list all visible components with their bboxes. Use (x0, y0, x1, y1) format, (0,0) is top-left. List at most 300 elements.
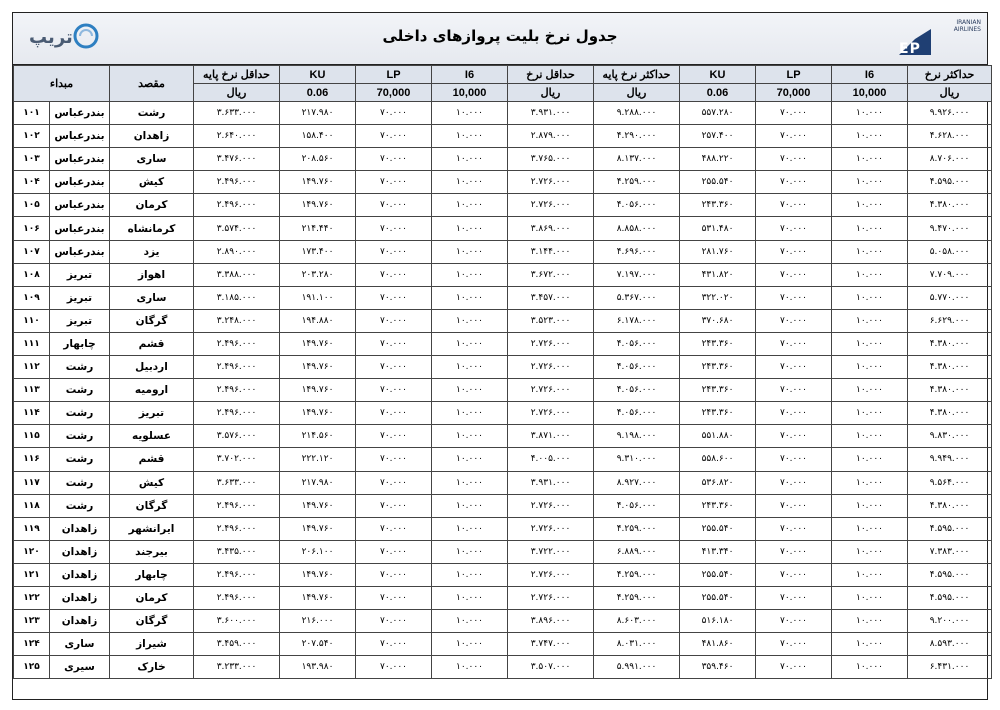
cell-lp: ۷۰.۰۰۰ (356, 517, 432, 540)
cell-min-fare: ۳.۹۳۱.۰۰۰ (508, 471, 594, 494)
cell-i6: ۱۰.۰۰۰ (832, 586, 908, 609)
cell-ku: ۱۴۹.۷۶۰ (280, 517, 356, 540)
cell-ku: ۲۴۳.۳۶۰ (680, 332, 756, 355)
cell-ku: ۲۴۳.۳۶۰ (680, 379, 756, 402)
cell-destination: رشت (110, 102, 194, 125)
cell-max-base: ۴.۰۵۶.۰۰۰ (594, 332, 680, 355)
cell-min-base: ۳.۱۸۵.۰۰۰ (194, 286, 280, 309)
cell-lp: ۷۰.۰۰۰ (756, 586, 832, 609)
cell-ku: ۵۵۸.۶۰۰ (680, 448, 756, 471)
cell-i6: ۱۰.۰۰۰ (432, 656, 508, 679)
cell-max-fare: ۹.۴۷۰.۰۰۰ (908, 217, 992, 240)
cell-lp: ۷۰.۰۰۰ (356, 379, 432, 402)
cell-destination: یزد (110, 240, 194, 263)
cell-max-base: ۹.۱۹۸.۰۰۰ (594, 425, 680, 448)
cell-origin: تبریز (50, 263, 110, 286)
table-row (14, 286, 992, 309)
iranian-airlines-logo (895, 17, 981, 63)
cell-route-code: ۱۲۳ (14, 610, 50, 633)
cell-origin: رشت (50, 425, 110, 448)
cell-origin: رشت (50, 494, 110, 517)
cell-route-code: ۱۲۰ (14, 540, 50, 563)
cell-route-code: ۱۱۲ (14, 356, 50, 379)
cell-ku: ۴۸۸.۲۲۰ (680, 148, 756, 171)
value-ku: 0.06 (680, 84, 756, 102)
cell-i6: ۱۰.۰۰۰ (432, 610, 508, 633)
cell-max-base: ۴.۰۵۶.۰۰۰ (594, 494, 680, 517)
cell-max-base: ۶.۱۷۸.۰۰۰ (594, 309, 680, 332)
cell-ku: ۳۲۲.۰۲۰ (680, 286, 756, 309)
cell-min-base: ۳.۲۴۸.۰۰۰ (194, 309, 280, 332)
cell-route-code: ۱۱۷ (14, 471, 50, 494)
cell-origin: زاهدان (50, 586, 110, 609)
cell-origin: بندرعباس (50, 148, 110, 171)
cell-min-fare: ۲.۷۲۶.۰۰۰ (508, 194, 594, 217)
cell-i6: ۱۰.۰۰۰ (432, 517, 508, 540)
cell-max-fare: ۸.۷۰۶.۰۰۰ (908, 148, 992, 171)
value-lp: 70,000 (356, 84, 432, 102)
cell-min-fare: ۲.۷۲۶.۰۰۰ (508, 171, 594, 194)
cell-ku: ۴۱۳.۳۴۰ (680, 540, 756, 563)
cell-i6: ۱۰.۰۰۰ (832, 540, 908, 563)
cell-lp: ۷۰.۰۰۰ (756, 356, 832, 379)
cell-i6: ۱۰.۰۰۰ (432, 494, 508, 517)
cell-lp: ۷۰.۰۰۰ (756, 102, 832, 125)
col-i6-2: I6 (832, 66, 908, 84)
col-lp-1: LP (356, 66, 432, 84)
cell-ku: ۳۷۰.۶۸۰ (680, 309, 756, 332)
cell-ku: ۱۴۹.۷۶۰ (280, 586, 356, 609)
cell-route-code: ۱۰۷ (14, 240, 50, 263)
cell-ku: ۱۹۴.۸۸۰ (280, 309, 356, 332)
cell-ku: ۵۳۶.۸۲۰ (680, 471, 756, 494)
cell-route-code: ۱۰۲ (14, 125, 50, 148)
cell-destination: ارومیه (110, 379, 194, 402)
cell-i6: ۱۰.۰۰۰ (432, 171, 508, 194)
cell-route-code: ۱۱۱ (14, 332, 50, 355)
cell-min-base: ۲.۴۹۶.۰۰۰ (194, 517, 280, 540)
cell-destination: قشم (110, 448, 194, 471)
cell-min-base: ۳.۶۳۳.۰۰۰ (194, 102, 280, 125)
fare-table (13, 65, 992, 679)
cell-ku: ۲۴۳.۳۶۰ (680, 356, 756, 379)
value-i6: 10,000 (432, 84, 508, 102)
cell-i6: ۱۰.۰۰۰ (832, 425, 908, 448)
cell-i6: ۱۰.۰۰۰ (832, 309, 908, 332)
col-lp-2: LP (756, 66, 832, 84)
cell-lp: ۷۰.۰۰۰ (756, 540, 832, 563)
cell-ku: ۱۷۳.۴۰۰ (280, 240, 356, 263)
cell-ku: ۲۰۶.۱۰۰ (280, 540, 356, 563)
cell-min-base: ۳.۴۵۹.۰۰۰ (194, 633, 280, 656)
cell-max-base: ۴.۲۵۹.۰۰۰ (594, 171, 680, 194)
cell-max-fare: ۹.۹۴۹.۰۰۰ (908, 448, 992, 471)
col-destination: مقصد (110, 66, 194, 102)
cell-destination: کیش (110, 471, 194, 494)
cell-origin: تبریز (50, 286, 110, 309)
cell-lp: ۷۰.۰۰۰ (356, 656, 432, 679)
cell-min-base: ۲.۴۹۶.۰۰۰ (194, 379, 280, 402)
cell-ku: ۱۴۹.۷۶۰ (280, 332, 356, 355)
cell-destination: خارک (110, 656, 194, 679)
cell-i6: ۱۰.۰۰۰ (832, 610, 908, 633)
cell-lp: ۷۰.۰۰۰ (356, 586, 432, 609)
cell-destination: ایرانشهر (110, 517, 194, 540)
cell-destination: شیراز (110, 633, 194, 656)
cell-lp: ۷۰.۰۰۰ (356, 125, 432, 148)
cell-i6: ۱۰.۰۰۰ (432, 402, 508, 425)
cell-lp: ۷۰.۰۰۰ (356, 633, 432, 656)
cell-route-code: ۱۱۰ (14, 309, 50, 332)
cell-min-fare: ۳.۷۴۷.۰۰۰ (508, 633, 594, 656)
cell-ku: ۲۱۷.۹۸۰ (280, 471, 356, 494)
cell-min-fare: ۲.۷۲۶.۰۰۰ (508, 494, 594, 517)
cell-min-fare: ۳.۸۹۶.۰۰۰ (508, 610, 594, 633)
col-origin: مبداء (14, 66, 110, 102)
cell-max-base: ۴.۰۵۶.۰۰۰ (594, 356, 680, 379)
cell-destination: عسلویه (110, 425, 194, 448)
cell-origin: چابهار (50, 332, 110, 355)
cell-ku: ۱۴۹.۷۶۰ (280, 402, 356, 425)
cell-lp: ۷۰.۰۰۰ (356, 425, 432, 448)
cell-min-base: ۲.۴۹۶.۰۰۰ (194, 332, 280, 355)
cell-origin: بندرعباس (50, 125, 110, 148)
cell-lp: ۷۰.۰۰۰ (356, 402, 432, 425)
cell-destination: ساری (110, 148, 194, 171)
cell-ku: ۲۱۶.۰۰۰ (280, 610, 356, 633)
cell-i6: ۱۰.۰۰۰ (832, 240, 908, 263)
cell-max-fare: ۵.۰۵۸.۰۰۰ (908, 240, 992, 263)
cell-max-base: ۸.۹۲۷.۰۰۰ (594, 471, 680, 494)
cell-ku: ۲۵۵.۵۴۰ (680, 517, 756, 540)
cell-lp: ۷۰.۰۰۰ (756, 402, 832, 425)
cell-lp: ۷۰.۰۰۰ (756, 332, 832, 355)
cell-ku: ۲۱۴.۴۴۰ (280, 217, 356, 240)
cell-destination: اهواز (110, 263, 194, 286)
cell-origin: ساری (50, 633, 110, 656)
cell-ku: ۵۱۶.۱۸۰ (680, 610, 756, 633)
cell-min-fare: ۳.۵۲۳.۰۰۰ (508, 309, 594, 332)
cell-i6: ۱۰.۰۰۰ (432, 356, 508, 379)
unit-rial: ریال (594, 84, 680, 102)
cell-max-base: ۵.۳۶۷.۰۰۰ (594, 286, 680, 309)
cell-route-code: ۱۲۱ (14, 563, 50, 586)
cell-min-base: ۲.۴۹۶.۰۰۰ (194, 494, 280, 517)
value-lp: 70,000 (756, 84, 832, 102)
col-ku-2: KU (680, 66, 756, 84)
unit-rial: ریال (508, 84, 594, 102)
cell-ku: ۲۱۷.۹۸۰ (280, 102, 356, 125)
cell-max-base: ۸.۰۳۱.۰۰۰ (594, 633, 680, 656)
cell-lp: ۷۰.۰۰۰ (356, 563, 432, 586)
cell-max-base: ۴.۲۹۰.۰۰۰ (594, 125, 680, 148)
cell-destination: گرگان (110, 309, 194, 332)
cell-max-base: ۴.۶۹۶.۰۰۰ (594, 240, 680, 263)
cell-ku: ۲۴۳.۳۶۰ (680, 194, 756, 217)
cell-ku: ۵۳۱.۴۸۰ (680, 217, 756, 240)
cell-i6: ۱۰.۰۰۰ (432, 263, 508, 286)
cell-route-code: ۱۱۸ (14, 494, 50, 517)
cell-max-fare: ۴.۳۸۰.۰۰۰ (908, 402, 992, 425)
cell-min-fare: ۴.۰۰۵.۰۰۰ (508, 448, 594, 471)
cell-ku: ۲۵۷.۴۰۰ (680, 125, 756, 148)
cell-lp: ۷۰.۰۰۰ (756, 240, 832, 263)
cell-route-code: ۱۱۵ (14, 425, 50, 448)
tripp-logo-text: تریپ (29, 27, 73, 48)
cell-origin: بندرعباس (50, 171, 110, 194)
cell-max-fare: ۷.۳۸۳.۰۰۰ (908, 540, 992, 563)
cell-min-base: ۲.۸۹۰.۰۰۰ (194, 240, 280, 263)
cell-ku: ۲۴۳.۳۶۰ (680, 402, 756, 425)
cell-min-base: ۳.۲۳۳.۰۰۰ (194, 656, 280, 679)
cell-lp: ۷۰.۰۰۰ (756, 263, 832, 286)
cell-min-base: ۲.۴۹۶.۰۰۰ (194, 356, 280, 379)
cell-i6: ۱۰.۰۰۰ (832, 471, 908, 494)
table-row (14, 540, 992, 563)
cell-destination: کرمان (110, 194, 194, 217)
cell-max-base: ۸.۶۰۳.۰۰۰ (594, 610, 680, 633)
cell-min-fare: ۳.۸۶۹.۰۰۰ (508, 217, 594, 240)
cell-min-fare: ۲.۷۲۶.۰۰۰ (508, 586, 594, 609)
cell-origin: زاهدان (50, 563, 110, 586)
cell-origin: رشت (50, 448, 110, 471)
cell-ku: ۲۵۵.۵۴۰ (680, 586, 756, 609)
fare-table-body (14, 102, 992, 679)
cell-destination: چابهار (110, 563, 194, 586)
cell-lp: ۷۰.۰۰۰ (756, 194, 832, 217)
table-row (14, 494, 992, 517)
cell-route-code: ۱۱۳ (14, 379, 50, 402)
cell-i6: ۱۰.۰۰۰ (832, 217, 908, 240)
cell-max-fare: ۹.۵۶۴.۰۰۰ (908, 471, 992, 494)
cell-i6: ۱۰.۰۰۰ (832, 148, 908, 171)
cell-lp: ۷۰.۰۰۰ (756, 125, 832, 148)
cell-ku: ۱۴۹.۷۶۰ (280, 356, 356, 379)
value-i6: 10,000 (832, 84, 908, 102)
cell-lp: ۷۰.۰۰۰ (356, 240, 432, 263)
cell-destination: گرگان (110, 494, 194, 517)
cell-min-fare: ۳.۷۶۵.۰۰۰ (508, 148, 594, 171)
cell-i6: ۱۰.۰۰۰ (432, 471, 508, 494)
cell-ku: ۱۹۱.۱۰۰ (280, 286, 356, 309)
cell-lp: ۷۰.۰۰۰ (756, 171, 832, 194)
table-row (14, 332, 992, 355)
cell-ku: ۲۰۷.۵۴۰ (280, 633, 356, 656)
table-row (14, 563, 992, 586)
cell-ku: ۵۵۱.۸۸۰ (680, 425, 756, 448)
cell-i6: ۱۰.۰۰۰ (432, 102, 508, 125)
cell-lp: ۷۰.۰۰۰ (756, 610, 832, 633)
cell-ku: ۱۴۹.۷۶۰ (280, 194, 356, 217)
cell-min-base: ۳.۵۷۶.۰۰۰ (194, 425, 280, 448)
cell-max-fare: ۴.۶۲۸.۰۰۰ (908, 125, 992, 148)
cell-i6: ۱۰.۰۰۰ (832, 286, 908, 309)
cell-origin: رشت (50, 471, 110, 494)
table-row (14, 656, 992, 679)
cell-max-fare: ۶.۶۲۹.۰۰۰ (908, 309, 992, 332)
cell-lp: ۷۰.۰۰۰ (756, 448, 832, 471)
cell-route-code: ۱۲۵ (14, 656, 50, 679)
cell-route-code: ۱۰۳ (14, 148, 50, 171)
cell-ku: ۴۸۱.۸۶۰ (680, 633, 756, 656)
cell-max-base: ۴.۰۵۶.۰۰۰ (594, 194, 680, 217)
cell-destination: بیرجند (110, 540, 194, 563)
table-row (14, 633, 992, 656)
table-row (14, 309, 992, 332)
page-title: جدول نرخ بلیت پروازهای داخلی (382, 27, 618, 45)
cell-min-fare: ۳.۶۷۲.۰۰۰ (508, 263, 594, 286)
cell-lp: ۷۰.۰۰۰ (356, 263, 432, 286)
cell-max-fare: ۷.۷۰۹.۰۰۰ (908, 263, 992, 286)
cell-max-base: ۴.۰۵۶.۰۰۰ (594, 379, 680, 402)
table-row (14, 148, 992, 171)
cell-route-code: ۱۰۵ (14, 194, 50, 217)
col-max-base: حداکثر نرخ پایه (594, 66, 680, 84)
cell-i6: ۱۰.۰۰۰ (432, 540, 508, 563)
cell-min-fare: ۳.۵۰۷.۰۰۰ (508, 656, 594, 679)
table-row (14, 471, 992, 494)
cell-i6: ۱۰.۰۰۰ (832, 563, 908, 586)
cell-max-fare: ۹.۹۲۶.۰۰۰ (908, 102, 992, 125)
cell-lp: ۷۰.۰۰۰ (756, 148, 832, 171)
cell-max-base: ۶.۸۸۹.۰۰۰ (594, 540, 680, 563)
cell-lp: ۷۰.۰۰۰ (756, 656, 832, 679)
cell-min-base: ۳.۶۰۰.۰۰۰ (194, 610, 280, 633)
col-i6-1: I6 (432, 66, 508, 84)
cell-lp: ۷۰.۰۰۰ (356, 540, 432, 563)
cell-i6: ۱۰.۰۰۰ (832, 517, 908, 540)
cell-max-fare: ۴.۳۸۰.۰۰۰ (908, 494, 992, 517)
cell-max-fare: ۴.۳۸۰.۰۰۰ (908, 356, 992, 379)
cell-i6: ۱۰.۰۰۰ (432, 563, 508, 586)
cell-i6: ۱۰.۰۰۰ (432, 448, 508, 471)
cell-destination: زاهدان (110, 125, 194, 148)
cell-i6: ۱۰.۰۰۰ (432, 194, 508, 217)
cell-ku: ۱۵۸.۴۰۰ (280, 125, 356, 148)
cell-lp: ۷۰.۰۰۰ (356, 171, 432, 194)
cell-max-fare: ۴.۳۸۰.۰۰۰ (908, 194, 992, 217)
cell-lp: ۷۰.۰۰۰ (756, 563, 832, 586)
cell-destination: کرمانشاه (110, 217, 194, 240)
col-ku-1: KU (280, 66, 356, 84)
cell-max-base: ۹.۳۱۰.۰۰۰ (594, 448, 680, 471)
cell-max-base: ۹.۲۸۸.۰۰۰ (594, 102, 680, 125)
unit-rial: ریال (908, 84, 992, 102)
cell-origin: بندرعباس (50, 102, 110, 125)
unit-rial: ریال (194, 84, 280, 102)
cell-i6: ۱۰.۰۰۰ (432, 286, 508, 309)
cell-ku: ۱۹۳.۹۸۰ (280, 656, 356, 679)
cell-max-base: ۴.۰۵۶.۰۰۰ (594, 402, 680, 425)
cell-min-base: ۲.۴۹۶.۰۰۰ (194, 171, 280, 194)
cell-i6: ۱۰.۰۰۰ (832, 379, 908, 402)
table-row (14, 425, 992, 448)
cell-i6: ۱۰.۰۰۰ (432, 586, 508, 609)
cell-max-base: ۸.۸۵۸.۰۰۰ (594, 217, 680, 240)
cell-lp: ۷۰.۰۰۰ (356, 494, 432, 517)
table-row (14, 171, 992, 194)
cell-lp: ۷۰.۰۰۰ (756, 494, 832, 517)
cell-min-fare: ۳.۴۵۷.۰۰۰ (508, 286, 594, 309)
cell-max-fare: ۴.۳۸۰.۰۰۰ (908, 379, 992, 402)
cell-max-base: ۸.۱۳۷.۰۰۰ (594, 148, 680, 171)
table-row (14, 356, 992, 379)
cell-ku: ۵۵۷.۲۸۰ (680, 102, 756, 125)
cell-min-base: ۳.۶۳۳.۰۰۰ (194, 471, 280, 494)
cell-min-base: ۳.۵۷۴.۰۰۰ (194, 217, 280, 240)
cell-ku: ۲۰۸.۵۶۰ (280, 148, 356, 171)
cell-ku: ۳۵۹.۴۶۰ (680, 656, 756, 679)
table-row (14, 194, 992, 217)
cell-min-fare: ۳.۱۴۴.۰۰۰ (508, 240, 594, 263)
cell-lp: ۷۰.۰۰۰ (356, 194, 432, 217)
cell-route-code: ۱۰۶ (14, 217, 50, 240)
cell-destination: قشم (110, 332, 194, 355)
header-row-1 (14, 66, 992, 84)
cell-min-base: ۲.۴۹۶.۰۰۰ (194, 563, 280, 586)
cell-max-fare: ۴.۵۹۵.۰۰۰ (908, 563, 992, 586)
cell-i6: ۱۰.۰۰۰ (832, 494, 908, 517)
cell-origin: زاهدان (50, 610, 110, 633)
cell-route-code: ۱۰۹ (14, 286, 50, 309)
cell-min-fare: ۲.۷۲۶.۰۰۰ (508, 563, 594, 586)
cell-max-fare: ۴.۵۹۵.۰۰۰ (908, 586, 992, 609)
airline-name: IRANIAN AIRLINES (953, 19, 981, 33)
cell-min-base: ۳.۴۳۵.۰۰۰ (194, 540, 280, 563)
cell-i6: ۱۰.۰۰۰ (432, 309, 508, 332)
cell-min-fare: ۳.۸۷۱.۰۰۰ (508, 425, 594, 448)
cell-ku: ۱۴۹.۷۶۰ (280, 563, 356, 586)
cell-lp: ۷۰.۰۰۰ (756, 471, 832, 494)
cell-lp: ۷۰.۰۰۰ (356, 217, 432, 240)
cell-min-fare: ۲.۷۲۶.۰۰۰ (508, 356, 594, 379)
cell-max-fare: ۴.۵۹۵.۰۰۰ (908, 171, 992, 194)
table-row (14, 379, 992, 402)
cell-route-code: ۱۱۶ (14, 448, 50, 471)
cell-destination: ساری (110, 286, 194, 309)
cell-i6: ۱۰.۰۰۰ (832, 656, 908, 679)
cell-max-base: ۴.۲۵۹.۰۰۰ (594, 563, 680, 586)
cell-min-fare: ۲.۷۲۶.۰۰۰ (508, 332, 594, 355)
cell-ku: ۱۴۹.۷۶۰ (280, 494, 356, 517)
table-row (14, 125, 992, 148)
cell-i6: ۱۰.۰۰۰ (832, 402, 908, 425)
cell-destination: تبریز (110, 402, 194, 425)
cell-max-fare: ۹.۲۰۰.۰۰۰ (908, 610, 992, 633)
cell-lp: ۷۰.۰۰۰ (756, 217, 832, 240)
col-max-fare: حداکثر نرخ (908, 66, 992, 84)
cell-max-fare: ۸.۵۹۳.۰۰۰ (908, 633, 992, 656)
cell-min-base: ۳.۷۰۲.۰۰۰ (194, 448, 280, 471)
cell-max-fare: ۵.۷۷۰.۰۰۰ (908, 286, 992, 309)
cell-i6: ۱۰.۰۰۰ (832, 448, 908, 471)
cell-min-fare: ۳.۹۳۱.۰۰۰ (508, 102, 594, 125)
cell-min-base: ۳.۴۷۶.۰۰۰ (194, 148, 280, 171)
cell-min-base: ۳.۳۸۸.۰۰۰ (194, 263, 280, 286)
cell-origin: بندرعباس (50, 240, 110, 263)
cell-destination: کیش (110, 171, 194, 194)
cell-i6: ۱۰.۰۰۰ (832, 194, 908, 217)
document-frame (12, 12, 988, 700)
table-row (14, 610, 992, 633)
cell-max-base: ۴.۲۵۹.۰۰۰ (594, 586, 680, 609)
cell-origin: بندرعباس (50, 217, 110, 240)
cell-i6: ۱۰.۰۰۰ (432, 425, 508, 448)
table-row (14, 586, 992, 609)
cell-ku: ۲۵۵.۵۴۰ (680, 171, 756, 194)
table-row (14, 102, 992, 125)
cell-i6: ۱۰.۰۰۰ (832, 633, 908, 656)
